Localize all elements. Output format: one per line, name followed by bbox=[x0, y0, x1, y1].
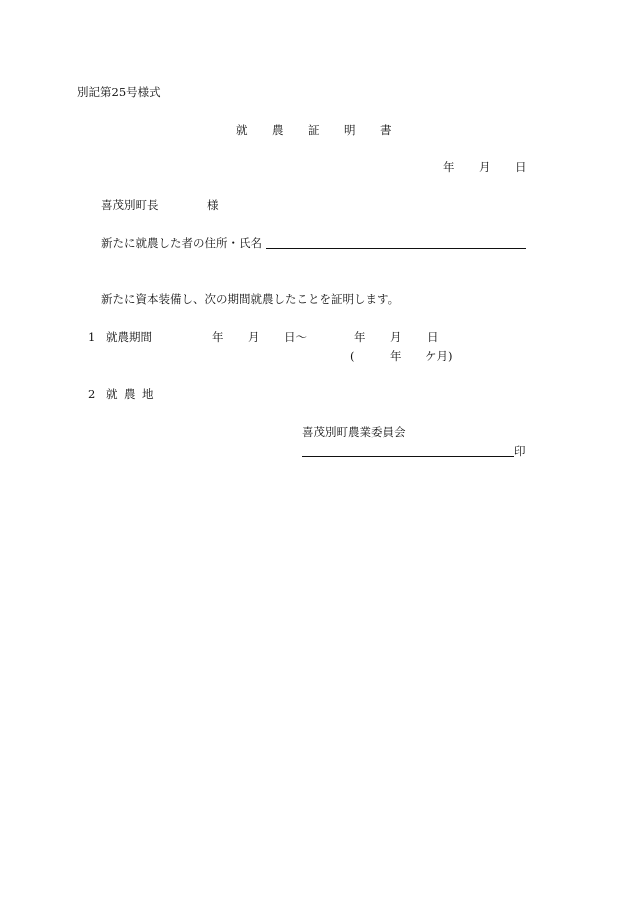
applicant-label: 新たに就農した者の住所・氏名 bbox=[101, 236, 262, 250]
certification-text: 新たに資本装備し、次の期間就農したことを証明します。 bbox=[101, 292, 400, 306]
date-year: 年 bbox=[443, 160, 455, 174]
title-char: 就 bbox=[236, 123, 248, 137]
date-day: 日 bbox=[515, 160, 527, 174]
document-title bbox=[236, 123, 392, 137]
item1-duration-year: 年 bbox=[390, 349, 402, 363]
item1-duration-month: ケ月) bbox=[425, 349, 453, 363]
title-char: 証 bbox=[308, 123, 320, 137]
seal-mark: 印 bbox=[514, 444, 526, 458]
item1-start-year: 年 bbox=[212, 330, 224, 344]
item1-number: 1 bbox=[88, 330, 96, 344]
date-line bbox=[443, 160, 527, 174]
addressee-honorific: 様 bbox=[207, 198, 219, 212]
item2-label-char: 農 bbox=[124, 387, 136, 401]
item1-paren-open: ( bbox=[350, 349, 355, 363]
item1-end-day: 日 bbox=[427, 330, 439, 344]
item2-label bbox=[106, 387, 154, 401]
title-char: 書 bbox=[380, 123, 392, 137]
addressee-name: 喜茂別町長 bbox=[101, 198, 159, 212]
title-char: 明 bbox=[344, 123, 356, 137]
item2-label-char: 就 bbox=[106, 387, 118, 401]
item1-end-month: 月 bbox=[390, 330, 402, 344]
issuer-name: 喜茂別町農業委員会 bbox=[302, 425, 406, 439]
item1-end-year: 年 bbox=[354, 330, 366, 344]
title-char: 農 bbox=[272, 123, 284, 137]
issuer-signature-underline bbox=[302, 456, 514, 457]
item2-number: 2 bbox=[88, 387, 96, 401]
applicant-field-underline bbox=[266, 248, 526, 249]
form-number: 別記第25号様式 bbox=[77, 85, 161, 99]
item2-label-char: 地 bbox=[142, 387, 154, 401]
item1-start-month: 月 bbox=[248, 330, 260, 344]
item1-start-day: 日～ bbox=[284, 330, 307, 344]
item1-label: 就農期間 bbox=[106, 330, 152, 344]
date-month: 月 bbox=[479, 160, 491, 174]
